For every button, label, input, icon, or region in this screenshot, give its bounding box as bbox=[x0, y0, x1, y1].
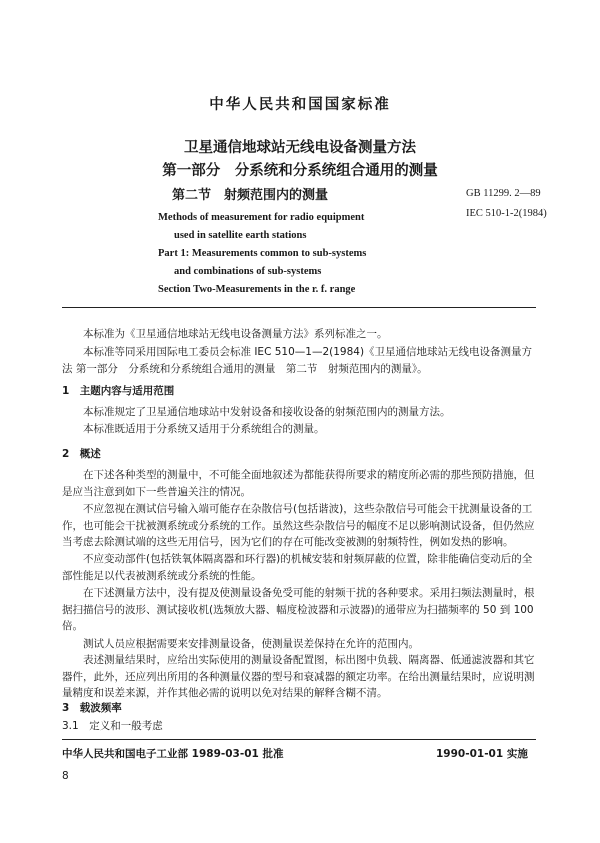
section-1-paragraph-1: 本标准规定了卫星通信地球站中发射设备和接收设备的射频范围内的测量方法。 bbox=[83, 406, 451, 418]
section-2-paragraph-5: 测试人员应根据需要来安排测量设备，使测量误差保持在允许的范围内。 bbox=[83, 638, 419, 650]
intro-paragraph-2: 本标准等同采用国际电工委员会标准 IEC 510—1—2(1984)《卫星通信地球站无线电设备测量方法 第一部分 分系统和分系统组合通用的测量 第二节 射频范围内的测量》。 bbox=[62, 346, 533, 375]
title-line-2: 第一部分 分系统和分系统组合通用的测量 bbox=[162, 163, 438, 179]
implementation-date: 1990-01-01 实施 bbox=[436, 748, 528, 760]
gb-code: GB 11299. 2—89 bbox=[466, 188, 541, 199]
standard-header: 中华人民共和国国家标准 bbox=[209, 97, 391, 113]
footer-divider bbox=[62, 739, 536, 740]
section-2-paragraph-2: 不应忽视在测试信号输入端可能存在杂散信号(包括谐波)，这些杂散信号可能会干扰测量设备的工作，也可能会干扰被测系统或分系统的工作。虽然这些杂散信号的幅度不足以影响测试设备，但仍然应当考虑去除测试端的这些无用信号，因为它们的存在可能改变被测的射频特性，例如发热的影响。 bbox=[62, 503, 535, 548]
section-2-paragraph-6: 表述测量结果时，应给出实际使用的测量设备配置图，标出图中负载、隔离器、低通滤波器和其它器件，此外，还应列出所用的各种测量仪器的型号和衰减器的额定功率。在给出测量结果时，应说明测量精度和误差来源，并作其他必需的说明以免对结果的解释含糊不清。 bbox=[62, 654, 535, 699]
section-3-1-heading: 3.1 定义和一般考虑 bbox=[62, 720, 163, 732]
section-2-heading: 2 概述 bbox=[62, 448, 101, 460]
english-title-4: and combinations of sub-systems bbox=[174, 266, 322, 277]
title-line-3: 第二节 射频范围内的测量 bbox=[172, 188, 329, 203]
section-2-paragraph-1: 在下述各种类型的测量中，不可能全面地叙述为都能获得所要求的精度所必需的那些预防措施，但是应当注意到如下一些普遍关注的情况。 bbox=[62, 469, 535, 498]
english-title-5: Section Two-Measurements in the r. f. range bbox=[158, 284, 356, 295]
title-line-1: 卫星通信地球站无线电设备测量方法 bbox=[184, 140, 416, 156]
section-3-heading: 3 载波频率 bbox=[62, 702, 122, 714]
page-number: 8 bbox=[62, 770, 69, 782]
section-2-paragraph-4: 在下述测量方法中，没有提及使测量设备免受可能的射频干扰的各种要求。采用扫频法测量时，根据扫描信号的波形、测试接收机(选频放大器、幅度检波器和示波器)的通带应为扫描频率的 50 到 100 倍。 bbox=[62, 587, 535, 632]
english-title-2: used in satellite earth stations bbox=[174, 230, 307, 241]
section-1-heading: 1 主题内容与适用范围 bbox=[62, 385, 175, 397]
title-divider bbox=[62, 307, 536, 308]
section-2-paragraph-3: 不应变动部件(包括铁氧体隔离器和环行器)的机械安装和射频屏蔽的位置，除非能确信变动后的全部性能足以代表被测系统或分系统的性能。 bbox=[62, 553, 533, 582]
section-1-paragraph-2: 本标准既适用于分系统又适用于分系统组合的测量。 bbox=[83, 423, 325, 435]
intro-paragraph-1: 本标准为《卫星通信地球站无线电设备测量方法》系列标准之一。 bbox=[83, 328, 388, 340]
iec-code: IEC 510-1-2(1984) bbox=[466, 208, 547, 219]
english-title-3: Part 1: Measurements common to sub-systems bbox=[158, 248, 367, 259]
english-title-1: Methods of measurement for radio equipment bbox=[158, 212, 365, 223]
approval-line: 中华人民共和国电子工业部 1989-03-01 批准 bbox=[62, 748, 284, 760]
